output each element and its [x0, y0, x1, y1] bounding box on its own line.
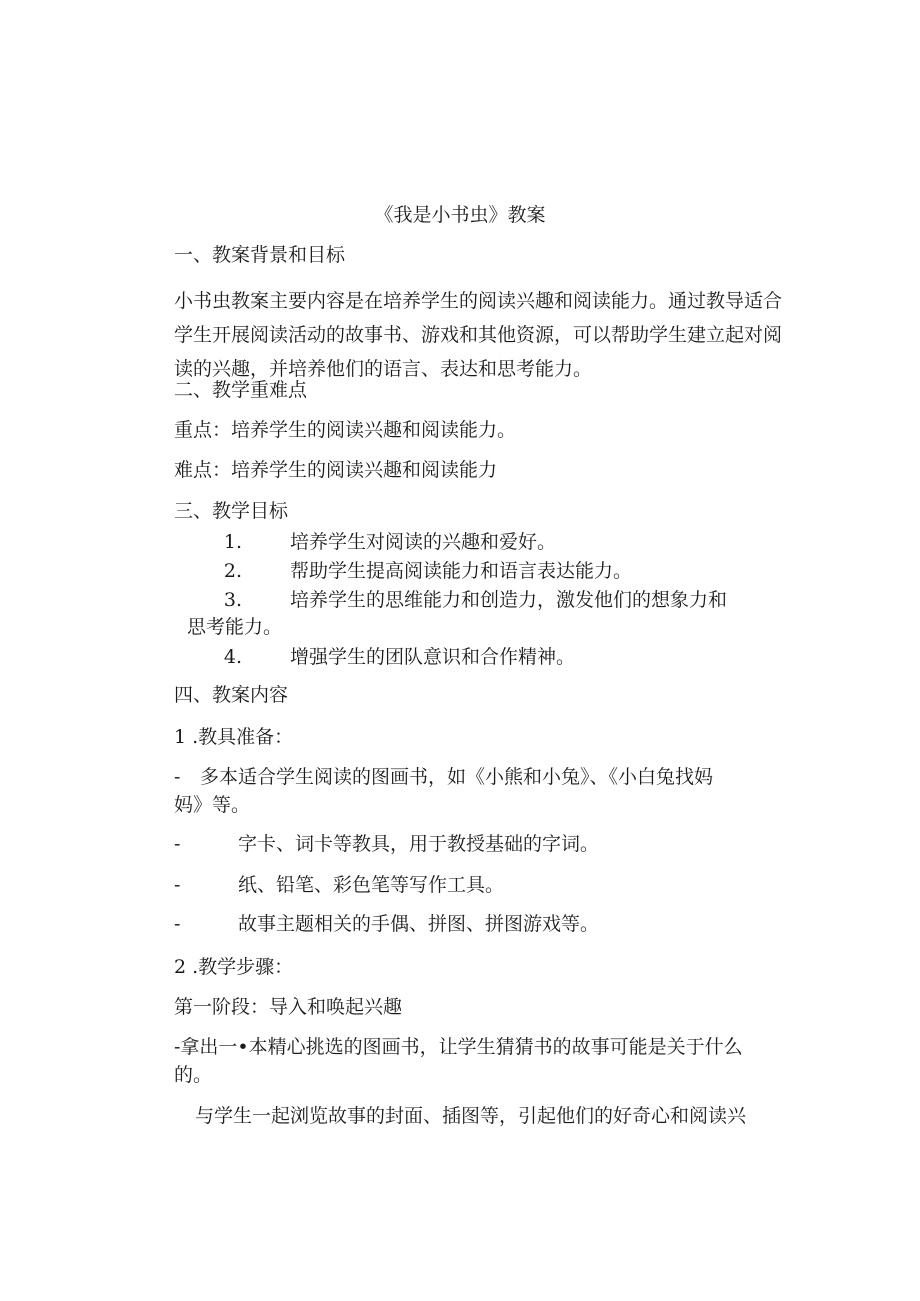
goal-number: 4.: [223, 646, 242, 668]
tool-dash: -: [174, 766, 181, 788]
document-title: 《我是小书虫》教案: [374, 204, 546, 226]
item-1-heading: 1 .教具准备：: [174, 726, 294, 748]
goal-text: 培养学生对阅读的兴趣和爱好。: [290, 531, 557, 553]
tool-text: 纸、铅笔、彩色笔等写作工具。: [238, 874, 505, 896]
goal-text: 增强学生的团队意识和合作精神。: [290, 646, 576, 668]
stage-1-line-1-continuation: 的。: [174, 1064, 213, 1086]
difficult-point: 难点：培养学生的阅读兴趣和阅读能力: [174, 459, 498, 481]
tool-dash: -: [174, 874, 181, 896]
section-3-heading: 三、教学目标: [174, 500, 289, 522]
goal-number: 3.: [223, 589, 242, 611]
goal-number: 1.: [223, 531, 242, 553]
section-1-heading: 一、教案背景和目标: [174, 244, 346, 266]
tool-dash: -: [174, 833, 181, 855]
tool-text: 字卡、词卡等教具，用于教授基础的字词。: [238, 833, 600, 855]
section-1-body-text: 小书虫教案主要内容是在培养学生的阅读兴趣和阅读能力。通过教导适合学生开展阅读活动的故事书、游戏和其他资源，可以帮助学生建立起对阅读的兴趣，并培养他们的语言、表达和思考能力。: [174, 290, 783, 380]
stage-1-line-2: 与学生一起浏览故事的封面、插图等，引起他们的好奇心和阅读兴: [195, 1105, 747, 1127]
section-4-heading: 四、教案内容: [174, 684, 289, 706]
goal-text-continuation: 思考能力。: [187, 616, 283, 638]
section-2-heading: 二、教学重难点: [174, 379, 308, 401]
tool-item: [174, 873, 505, 897]
goal-text: 培养学生的思维能力和创造力，激发他们的想象力和: [290, 589, 728, 611]
goal-text: 帮助学生提高阅读能力和语言表达能力。: [290, 560, 633, 582]
tool-item: [174, 832, 600, 856]
tool-item: [174, 765, 714, 789]
tool-text-continuation: 妈》等。: [174, 794, 251, 816]
tool-text: 故事主题相关的手偶、拼图、拼图游戏等。: [238, 913, 600, 935]
tool-item: [174, 912, 600, 936]
goal-number: 2.: [223, 560, 242, 582]
stage-1-heading: 第一阶段：导入和唤起兴趣: [174, 996, 403, 1018]
key-point: 重点：培养学生的阅读兴趣和阅读能力。: [174, 419, 517, 441]
tool-dash: -: [174, 913, 181, 935]
section-1-body: [174, 284, 792, 386]
stage-1-line-1: -拿出一•本精心挑选的图画书，让学生猜猜书的故事可能是关于什么: [174, 1036, 743, 1058]
item-2-heading: 2 .教学步骤：: [174, 956, 294, 978]
tool-text: 多本适合学生阅读的图画书，如《小熊和小兔》、《小白兔找妈: [200, 766, 714, 788]
